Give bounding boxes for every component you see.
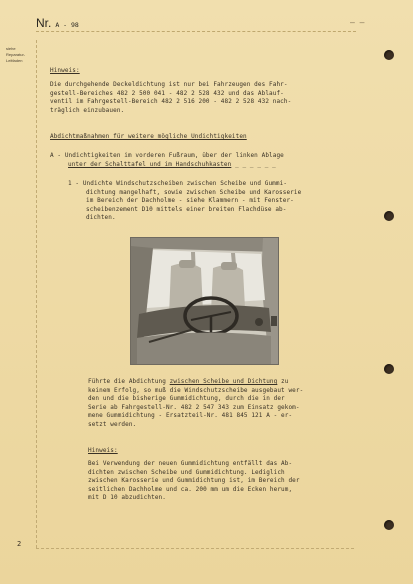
left-dashed-border xyxy=(36,40,37,548)
hinweis-title: Hinweis: xyxy=(50,67,80,74)
header-corner-mark: – – xyxy=(350,18,365,27)
binder-hole xyxy=(384,211,394,221)
point-a-underlined: unter der Schalttafel und im Handschuhkasten xyxy=(68,160,232,168)
hinweis-line: Die durchgehende Deckeldichtung ist nur bei Fahrzeugen des Fahr- xyxy=(50,81,288,88)
point-a-line: A - Undichtigkeiten im vorderen Fußraum, über der linken Ablage xyxy=(50,152,284,159)
after-photo-line: den und die bisherige Gummidichtung, durch die in der xyxy=(88,395,285,403)
binder-hole xyxy=(384,364,394,374)
hinweis-line: gestell-Bereiches 482 2 500 041 - 482 2 528 432 und das Ablauf- xyxy=(50,89,284,97)
hinweis-line: zwischen Karosserie und Gummidichtung ist, im Bereich der xyxy=(88,477,300,485)
hinweis-line: ventil im Fahrgestell-Bereich 482 2 516 200 - 482 2 528 432 nach- xyxy=(50,98,292,106)
margin-note-line: Leitfaden xyxy=(6,58,23,63)
nr-label: Nr. xyxy=(36,16,52,30)
after-photo-line: keinem Erfolg, so muß die Windschutzscheibe ausgebaut wer- xyxy=(88,386,304,394)
section-title: Abdichtmaßnahmen für weitere mögliche Undichtigkeiten xyxy=(50,133,247,140)
hinweis-line: seitlichen Dachholme und ca. 200 mm um die Ecken herum, xyxy=(88,485,293,493)
hinweis-title: Hinweis: xyxy=(88,447,118,454)
item-1-line: dichten. xyxy=(86,214,116,222)
hinweis-line: träglich einzubauen. xyxy=(50,106,125,114)
item-1-line: 1 - Undichte Windschutzscheiben zwischen Scheibe und Gummi- xyxy=(68,180,288,187)
point-a-line xyxy=(68,161,276,170)
item-1-line: scheibenzement D10 mittels einer breiten Flachdüse ab- xyxy=(86,205,287,213)
header-rule xyxy=(36,31,356,32)
car-interior-illustration xyxy=(131,238,278,364)
after-photo-line: Führte die Abdichtung zwischen Scheibe und Dichtung zu xyxy=(88,378,289,385)
nr-value: A - 98 xyxy=(55,21,79,29)
car-interior-photo xyxy=(130,237,279,365)
hinweis-line: dichten zwischen Scheibe und Gummidichtung. Lediglich xyxy=(88,468,285,476)
binder-hole xyxy=(384,50,394,60)
header-number xyxy=(36,16,79,30)
hinweis-line: Bei Verwendung der neuen Gummidichtung entfällt das Ab- xyxy=(88,460,293,467)
margin-note-line: Reparatur- xyxy=(6,52,26,57)
hinweis-line: mit D 10 abzudichten. xyxy=(88,494,166,502)
point-a-dashes: _ _ _ _ _ _ xyxy=(235,160,276,168)
after-photo-line: mene Gummidichtung - Ersatzteil-Nr. 481 845 121 A - er- xyxy=(88,412,293,420)
bottom-dashed-border xyxy=(36,548,354,549)
after-photo-line: Serie ab Fahrgestell-Nr. 482 2 547 343 zum Einsatz gekom- xyxy=(88,403,300,411)
binder-hole xyxy=(384,520,394,530)
item-1-line: dichtung mangelhaft, sowie zwischen Scheibe und Karosserie xyxy=(86,188,302,196)
page-number: 2 xyxy=(17,540,22,548)
item-1-line: im Bereich der Dachholme - siehe Klammern - mit Fenster- xyxy=(86,197,294,205)
underlined-phrase: zwischen Scheibe und Dichtung xyxy=(169,378,278,385)
margin-note xyxy=(6,46,34,64)
margin-note-line: siehe xyxy=(6,46,16,51)
after-photo-line: setzt werden. xyxy=(88,421,137,428)
